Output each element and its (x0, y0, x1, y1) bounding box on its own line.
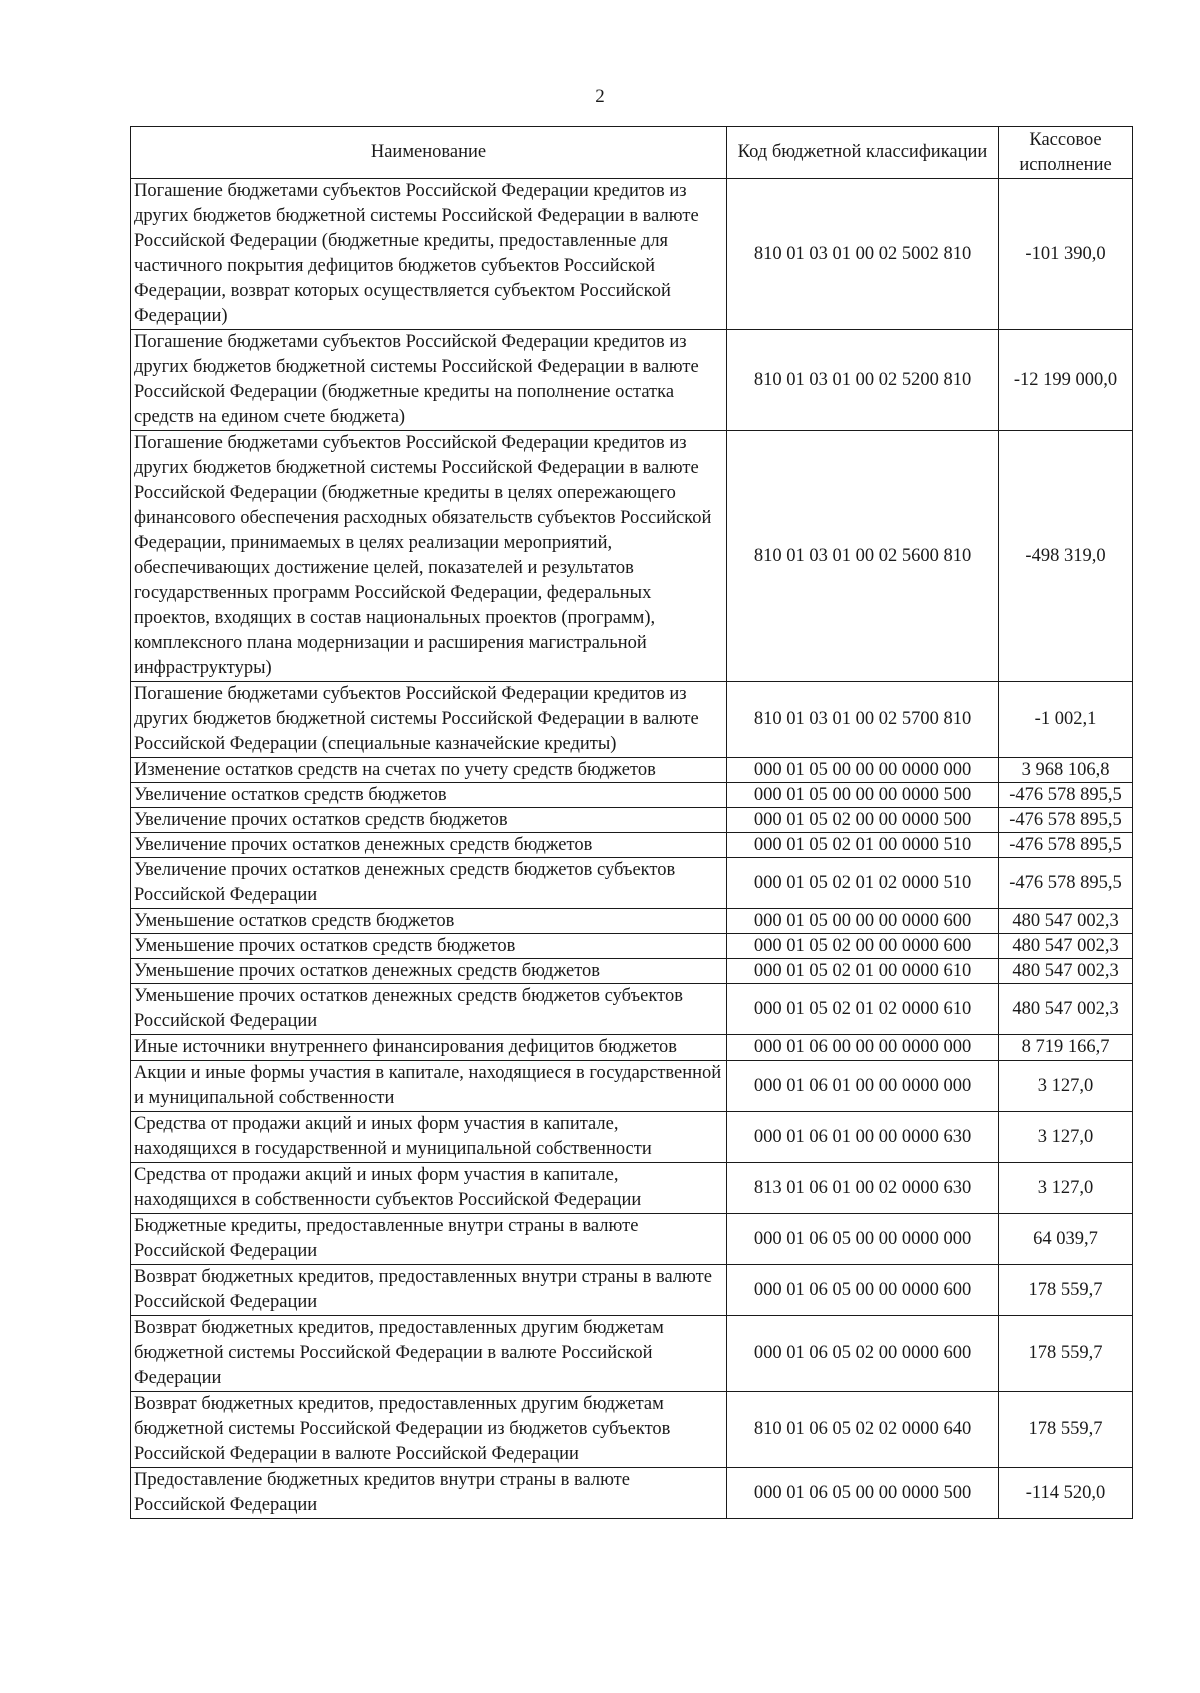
row-name: Возврат бюджетных кредитов, предоставленных другим бюджетам бюджетной системы Российской Федерации из бюджетов субъектов Российской Федерации в валюте Российской Федерации (131, 1392, 727, 1468)
row-code: 000 01 06 05 00 00 0000 000 (727, 1214, 999, 1265)
table-row (131, 1392, 1133, 1468)
table-row (131, 1035, 1133, 1061)
row-name: Погашение бюджетами субъектов Российской Федерации кредитов из других бюджетов бюджетной системы Российской Федерации в валюте Российской Федерации (специальные казначейские кредиты) (131, 682, 727, 758)
row-value: 480 547 002,3 (999, 934, 1133, 959)
row-name: Уменьшение прочих остатков денежных средств бюджетов (131, 959, 727, 984)
row-value: 64 039,7 (999, 1214, 1133, 1265)
header-name: Наименование (131, 127, 727, 179)
row-name: Возврат бюджетных кредитов, предоставленных внутри страны в валюте Российской Федерации (131, 1265, 727, 1316)
row-code: 810 01 03 01 00 02 5600 810 (727, 431, 999, 682)
row-code: 000 01 05 02 00 00 0000 500 (727, 808, 999, 833)
row-value: -1 002,1 (999, 682, 1133, 758)
row-value: 3 127,0 (999, 1112, 1133, 1163)
table-row (131, 909, 1133, 934)
row-code: 000 01 05 02 01 02 0000 510 (727, 858, 999, 909)
table-row (131, 959, 1133, 984)
page-number: 2 (595, 86, 605, 107)
row-name: Погашение бюджетами субъектов Российской Федерации кредитов из других бюджетов бюджетной системы Российской Федерации в валюте Российской Федерации (бюджетные кредиты, предоставленные для частичного покрытия дефицитов бюджетов субъектов Российской Федерации, возврат которых осуществляется субъектом Российской Федерации) (131, 179, 727, 330)
row-value: -114 520,0 (999, 1468, 1133, 1519)
header-code: Код бюджетной классификации (727, 127, 999, 179)
table-row (131, 1061, 1133, 1112)
row-value: 480 547 002,3 (999, 984, 1133, 1035)
row-name: Уменьшение остатков средств бюджетов (131, 909, 727, 934)
table-row (131, 808, 1133, 833)
row-code: 810 01 06 05 02 02 0000 640 (727, 1392, 999, 1468)
row-name: Погашение бюджетами субъектов Российской Федерации кредитов из других бюджетов бюджетной системы Российской Федерации в валюте Российской Федерации (бюджетные кредиты в целях опережающего финансового обеспечения расходных обязательств субъектов Российской Федерации, принимаемых в целях реализации мероприятий, обеспечивающих достижение целей, показателей и результатов государственных программ Российской Федерации, федеральных проектов, входящих в состав национальных проектов (программ), комплексного плана модернизации и расширения магистральной инфраструктуры) (131, 431, 727, 682)
row-code: 000 01 05 02 01 00 0000 610 (727, 959, 999, 984)
table-row (131, 431, 1133, 682)
row-name: Изменение остатков средств на счетах по учету средств бюджетов (131, 758, 727, 783)
row-value: -476 578 895,5 (999, 858, 1133, 909)
table-row (131, 330, 1133, 431)
row-name: Иные источники внутреннего финансирования дефицитов бюджетов (131, 1035, 727, 1061)
table-row (131, 833, 1133, 858)
row-name: Увеличение остатков средств бюджетов (131, 783, 727, 808)
row-code: 000 01 05 02 01 02 0000 610 (727, 984, 999, 1035)
row-value: -498 319,0 (999, 431, 1133, 682)
table-row (131, 179, 1133, 330)
row-name: Уменьшение прочих остатков средств бюджетов (131, 934, 727, 959)
table-row (131, 1163, 1133, 1214)
row-code: 000 01 05 00 00 00 0000 000 (727, 758, 999, 783)
row-code: 000 01 06 00 00 00 0000 000 (727, 1035, 999, 1061)
table-row (131, 682, 1133, 758)
row-value: -101 390,0 (999, 179, 1133, 330)
row-code: 000 01 06 01 00 00 0000 630 (727, 1112, 999, 1163)
row-code: 810 01 03 01 00 02 5700 810 (727, 682, 999, 758)
table-row (131, 1112, 1133, 1163)
row-value: 8 719 166,7 (999, 1035, 1133, 1061)
table-row (131, 783, 1133, 808)
row-value: -12 199 000,0 (999, 330, 1133, 431)
row-value: 178 559,7 (999, 1316, 1133, 1392)
row-code: 000 01 05 02 01 00 0000 510 (727, 833, 999, 858)
row-code: 810 01 03 01 00 02 5200 810 (727, 330, 999, 431)
table-row (131, 858, 1133, 909)
row-name: Средства от продажи акций и иных форм участия в капитале, находящихся в государственной и муниципальной собственности (131, 1112, 727, 1163)
table-row (131, 758, 1133, 783)
row-name: Уменьшение прочих остатков денежных средств бюджетов субъектов Российской Федерации (131, 984, 727, 1035)
row-code: 000 01 05 02 00 00 0000 600 (727, 934, 999, 959)
row-name: Возврат бюджетных кредитов, предоставленных другим бюджетам бюджетной системы Российской Федерации в валюте Российской Федерации (131, 1316, 727, 1392)
row-code: 000 01 06 01 00 00 0000 000 (727, 1061, 999, 1112)
row-value: 480 547 002,3 (999, 959, 1133, 984)
row-name: Бюджетные кредиты, предоставленные внутри страны в валюте Российской Федерации (131, 1214, 727, 1265)
row-code: 000 01 06 05 02 00 0000 600 (727, 1316, 999, 1392)
row-code: 000 01 05 00 00 00 0000 500 (727, 783, 999, 808)
row-code: 000 01 05 00 00 00 0000 600 (727, 909, 999, 934)
table-row (131, 1214, 1133, 1265)
header-value: Кассовое исполнение (999, 127, 1133, 179)
row-name: Увеличение прочих остатков средств бюджетов (131, 808, 727, 833)
row-code: 810 01 03 01 00 02 5002 810 (727, 179, 999, 330)
budget-execution-table (130, 126, 1133, 1519)
table-row (131, 1468, 1133, 1519)
row-value: -476 578 895,5 (999, 808, 1133, 833)
row-name: Предоставление бюджетных кредитов внутри страны в валюте Российской Федерации (131, 1468, 727, 1519)
table-row (131, 934, 1133, 959)
row-value: 3 127,0 (999, 1163, 1133, 1214)
row-code: 000 01 06 05 00 00 0000 500 (727, 1468, 999, 1519)
row-value: 480 547 002,3 (999, 909, 1133, 934)
row-name: Акции и иные формы участия в капитале, находящиеся в государственной и муниципальной собственности (131, 1061, 727, 1112)
row-name: Погашение бюджетами субъектов Российской Федерации кредитов из других бюджетов бюджетной системы Российской Федерации в валюте Российской Федерации (бюджетные кредиты на пополнение остатка средств на едином счете бюджета) (131, 330, 727, 431)
row-value: 3 968 106,8 (999, 758, 1133, 783)
row-name: Средства от продажи акций и иных форм участия в капитале, находящихся в собственности субъектов Российской Федерации (131, 1163, 727, 1214)
row-name: Увеличение прочих остатков денежных средств бюджетов (131, 833, 727, 858)
table-row (131, 984, 1133, 1035)
row-code: 000 01 06 05 00 00 0000 600 (727, 1265, 999, 1316)
table-row (131, 1316, 1133, 1392)
row-code: 813 01 06 01 00 02 0000 630 (727, 1163, 999, 1214)
row-value: -476 578 895,5 (999, 783, 1133, 808)
row-value: 3 127,0 (999, 1061, 1133, 1112)
row-value: -476 578 895,5 (999, 833, 1133, 858)
row-name: Увеличение прочих остатков денежных средств бюджетов субъектов Российской Федерации (131, 858, 727, 909)
row-value: 178 559,7 (999, 1265, 1133, 1316)
row-value: 178 559,7 (999, 1392, 1133, 1468)
table-header-row (131, 127, 1133, 179)
table-row (131, 1265, 1133, 1316)
